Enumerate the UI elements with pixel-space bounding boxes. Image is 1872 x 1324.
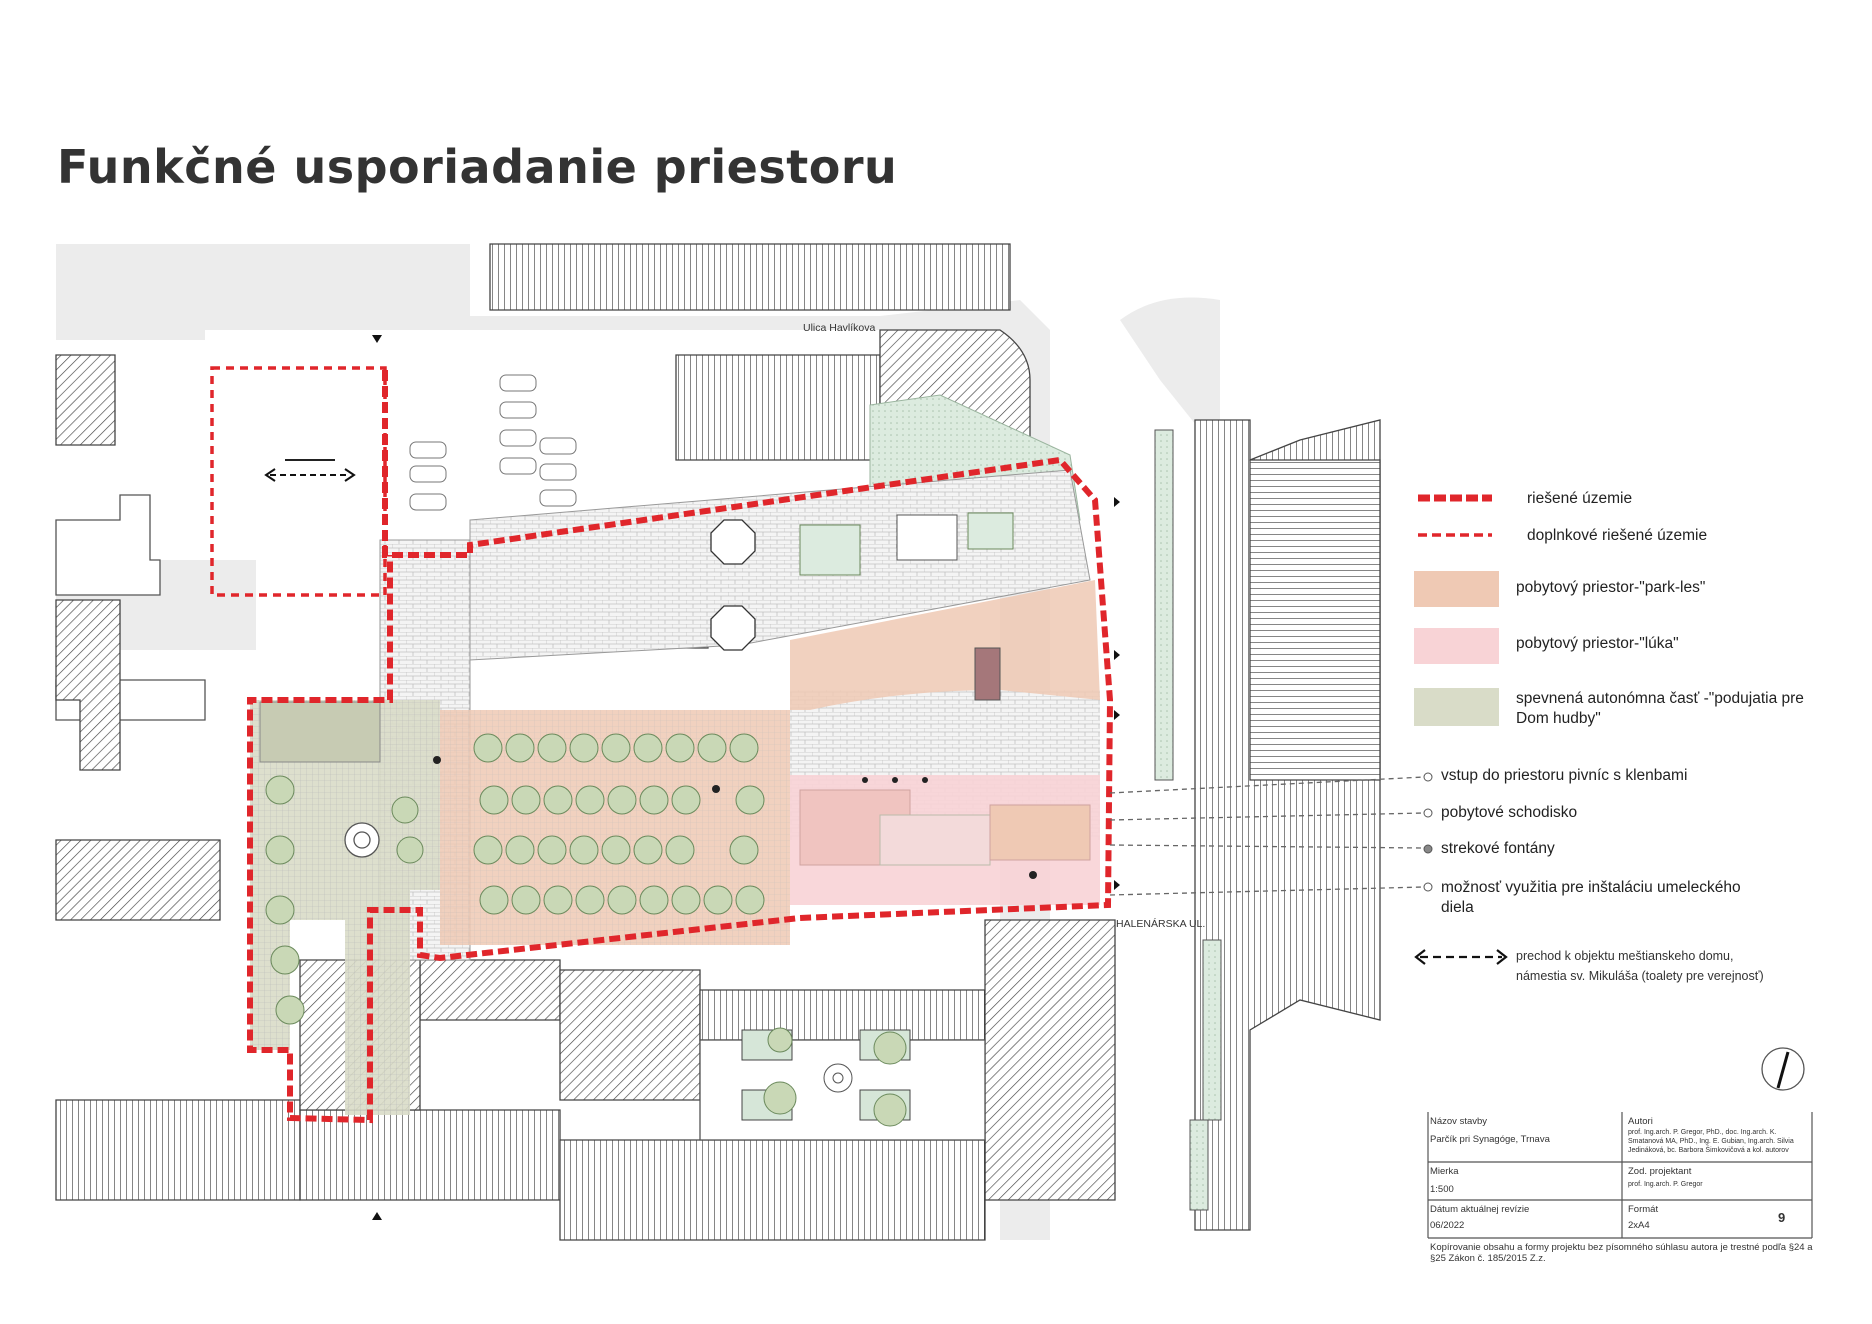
tree-icon [608, 886, 636, 914]
tree-icon [602, 836, 630, 864]
tree-icon [736, 786, 764, 814]
passage-note: prechod k objektu meštianskeho domu, námestia sv. Mikuláša (toalety pre verejnosť) [1516, 949, 1764, 983]
tree-icon [544, 786, 572, 814]
tree-icon [506, 734, 534, 762]
tree-icon [544, 886, 572, 914]
tree-icon [736, 886, 764, 914]
tree-icon [672, 786, 700, 814]
tree-icon [512, 886, 540, 914]
callout-schodisko: pobytové schodisko [1441, 804, 1578, 821]
tree-icon [672, 886, 700, 914]
tb-copyright: Kopírovanie obsahu a formy projektu bez písomného súhlasu autora je trestné podľa §24 a §25 Zákon č. 185/2015 Z.z. [1430, 1242, 1813, 1264]
page-title: Funkčné usporiadanie priestoru [57, 140, 898, 194]
legend-swatch-spevnena [1414, 688, 1499, 726]
tb-mierka-label: Mierka [1430, 1166, 1459, 1177]
tree-icon [730, 734, 758, 762]
callout-umelecke-dielo: možnosť využitia pre inštaláciu umeleckého diela [1441, 879, 1741, 916]
tb-format-label: Formát [1628, 1204, 1659, 1215]
tree-icon [666, 734, 694, 762]
callout-markers [1424, 773, 1432, 891]
tree-icon [538, 836, 566, 864]
tb-nazov-value: Parčík pri Synagóge, Trnava [1430, 1134, 1550, 1145]
street-label-north: Ulica Havlíkova [803, 322, 876, 334]
tree-icon [576, 886, 604, 914]
courtyard-garden [700, 1028, 985, 1140]
north-arrow [1762, 1048, 1804, 1090]
tree-icon [608, 786, 636, 814]
tree-icon [474, 734, 502, 762]
callout-pivnice: vstup do priestoru pivníc s klenbami [1441, 767, 1688, 784]
tb-zod-value: prof. Ing.arch. P. Gregor [1628, 1181, 1703, 1188]
tree-icon [704, 886, 732, 914]
callout-fontany: strekové fontány [1441, 840, 1555, 857]
tree-icon [634, 836, 662, 864]
tb-sheet-number: 9 [1778, 1210, 1786, 1225]
tree-icon [666, 836, 694, 864]
tree-icon [538, 734, 566, 762]
legend-swatch-luka [1414, 628, 1499, 664]
tb-autori-label: Autori [1628, 1116, 1653, 1127]
tb-datum-value: 06/2022 [1430, 1220, 1465, 1231]
passage-legend-arrow [1416, 950, 1506, 964]
tree-icon [640, 786, 668, 814]
legend-label-doplnkove: doplnkové riešené územie [1527, 527, 1708, 544]
legend-label-spevnena: spevnená autonómna časť -"podujatia pre Dom hudby" [1516, 690, 1804, 727]
legend-label-luka: pobytový priestor-"lúka" [1516, 635, 1679, 652]
tb-zod-label: Zod. projektant [1628, 1166, 1692, 1177]
tb-mierka-value: 1:500 [1430, 1184, 1454, 1195]
legend-label-riesene: riešené územie [1527, 490, 1633, 507]
tree-icon [698, 734, 726, 762]
tree-icon [480, 786, 508, 814]
parking [410, 375, 576, 510]
tree-icon [576, 786, 604, 814]
tree-icon [480, 886, 508, 914]
tree-icon [730, 836, 758, 864]
legend [1414, 498, 1499, 726]
tb-autori-value: prof. Ing.arch. P. Gregor, PhD., doc. Ing.arch. K. Smatanová MA, PhD., Ing. E. Gubian, Ing.arch. Silvia Jedináková, bc. Barbora Šimkovičová a kol. autorov [1628, 1129, 1794, 1154]
tree-icon [512, 786, 540, 814]
tb-format-value: 2xA4 [1628, 1220, 1650, 1231]
street-label-east: HALENÁRSKA UL. [1116, 918, 1206, 930]
tree-icon [570, 836, 598, 864]
tree-icon [474, 836, 502, 864]
legend-swatch-park-les [1414, 571, 1499, 607]
tree-icon [506, 836, 534, 864]
tb-datum-label: Dátum aktuálnej revízie [1430, 1204, 1530, 1215]
tree-icon [634, 734, 662, 762]
passage-arrow-plan [266, 460, 354, 481]
tree-icon [602, 734, 630, 762]
legend-label-park-les: pobytový priestor-"park-les" [1516, 579, 1706, 596]
tree-icon [640, 886, 668, 914]
tb-nazov-label: Názov stavby [1430, 1116, 1488, 1127]
tree-icon [570, 734, 598, 762]
